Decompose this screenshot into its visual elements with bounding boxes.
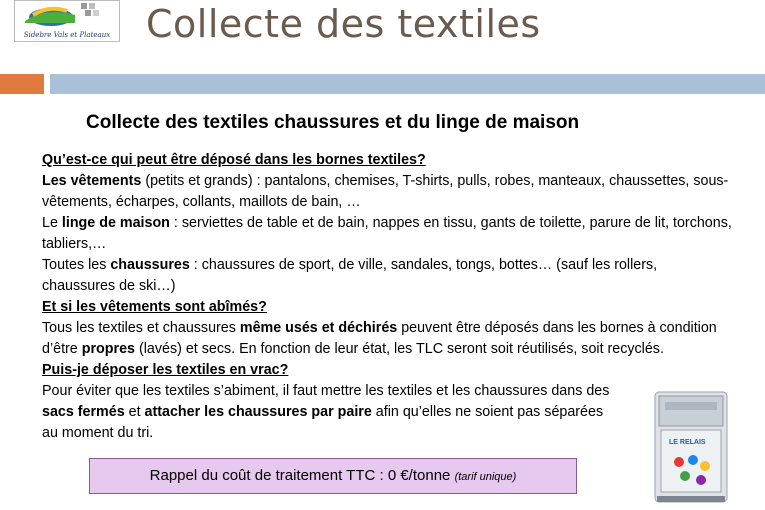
- logo: [14, 0, 120, 42]
- bold-term: propres: [81, 341, 135, 357]
- callout-note: (tarif unique): [454, 471, 517, 483]
- paragraph-text: Toutes les: [42, 257, 111, 273]
- bold-term: sacs fermés: [42, 404, 125, 420]
- paragraph-vetements: [42, 171, 732, 213]
- bin-label: LE RELAIS: [669, 439, 706, 446]
- textile-bin-image: [649, 388, 733, 506]
- paragraph-text: et: [124, 404, 145, 420]
- question-heading: Et si les vêtements sont abîmés?: [42, 299, 267, 315]
- paragraph-abimes: [42, 318, 732, 360]
- section-subtitle: Collecte des textiles chaussures et du linge de maison: [86, 112, 580, 133]
- paragraph-text: Tous les textiles et chaussures: [42, 320, 240, 336]
- paragraph-text: Pour éviter que les textiles s’abiment, il faut mettre les textiles et les chaussures dans des: [42, 383, 610, 399]
- bold-term: linge de maison: [61, 215, 170, 231]
- paragraph-text: afin qu’elles ne soient pas séparées au moment du tri.: [42, 404, 604, 441]
- paragraph-text: (lavés) et secs. En fonction de leur état, les TLC seront soit réutilisés, soit recyclés.: [134, 341, 664, 357]
- bold-term: Les vêtements: [42, 173, 142, 189]
- question-heading: Puis-je déposer les textiles en vrac?: [42, 362, 289, 378]
- bold-term: attacher les chaussures par paire: [144, 404, 372, 420]
- paragraph-chaussures: [42, 255, 732, 297]
- body-text: [42, 150, 732, 444]
- callout-text: Rappel du coût de traitement TTC : 0 €/tonne: [149, 467, 455, 484]
- paragraph-text: (petits et grands) : pantalons, chemises, T-shirts, pulls, robes, manteaux, chaussettes, sous-vêtements, écharpes, collants, maillots de bain, …: [42, 173, 729, 210]
- question-heading: Qu’est-ce qui peut être déposé dans les bornes textiles?: [42, 152, 426, 168]
- cost-callout: [89, 458, 577, 494]
- page-title: Collecte des textiles: [146, 2, 541, 46]
- paragraph-text: : chaussures de sport, de ville, sandales, tongs, bottes… (sauf les rollers, chaussures de ski…): [42, 257, 658, 294]
- bold-term: chaussures: [110, 257, 190, 273]
- bold-term: même usés et déchirés: [239, 320, 398, 336]
- paragraph-text: : serviettes de table et de bain, nappes en tissu, gants de toilette, parure de lit, torchons, tabliers,…: [42, 215, 732, 252]
- accent-bar-blue: [50, 74, 765, 94]
- logo-mark-icon: [15, 1, 119, 29]
- paragraph-text: peuvent être déposés dans les bornes à condition d’être: [42, 320, 717, 357]
- accent-bar-orange: [0, 74, 44, 94]
- logo-caption: Sidebre Vals et Plateaux: [23, 31, 111, 39]
- paragraph-vrac: [42, 381, 617, 444]
- paragraph-linge: [42, 213, 732, 255]
- paragraph-text: Le: [42, 215, 62, 231]
